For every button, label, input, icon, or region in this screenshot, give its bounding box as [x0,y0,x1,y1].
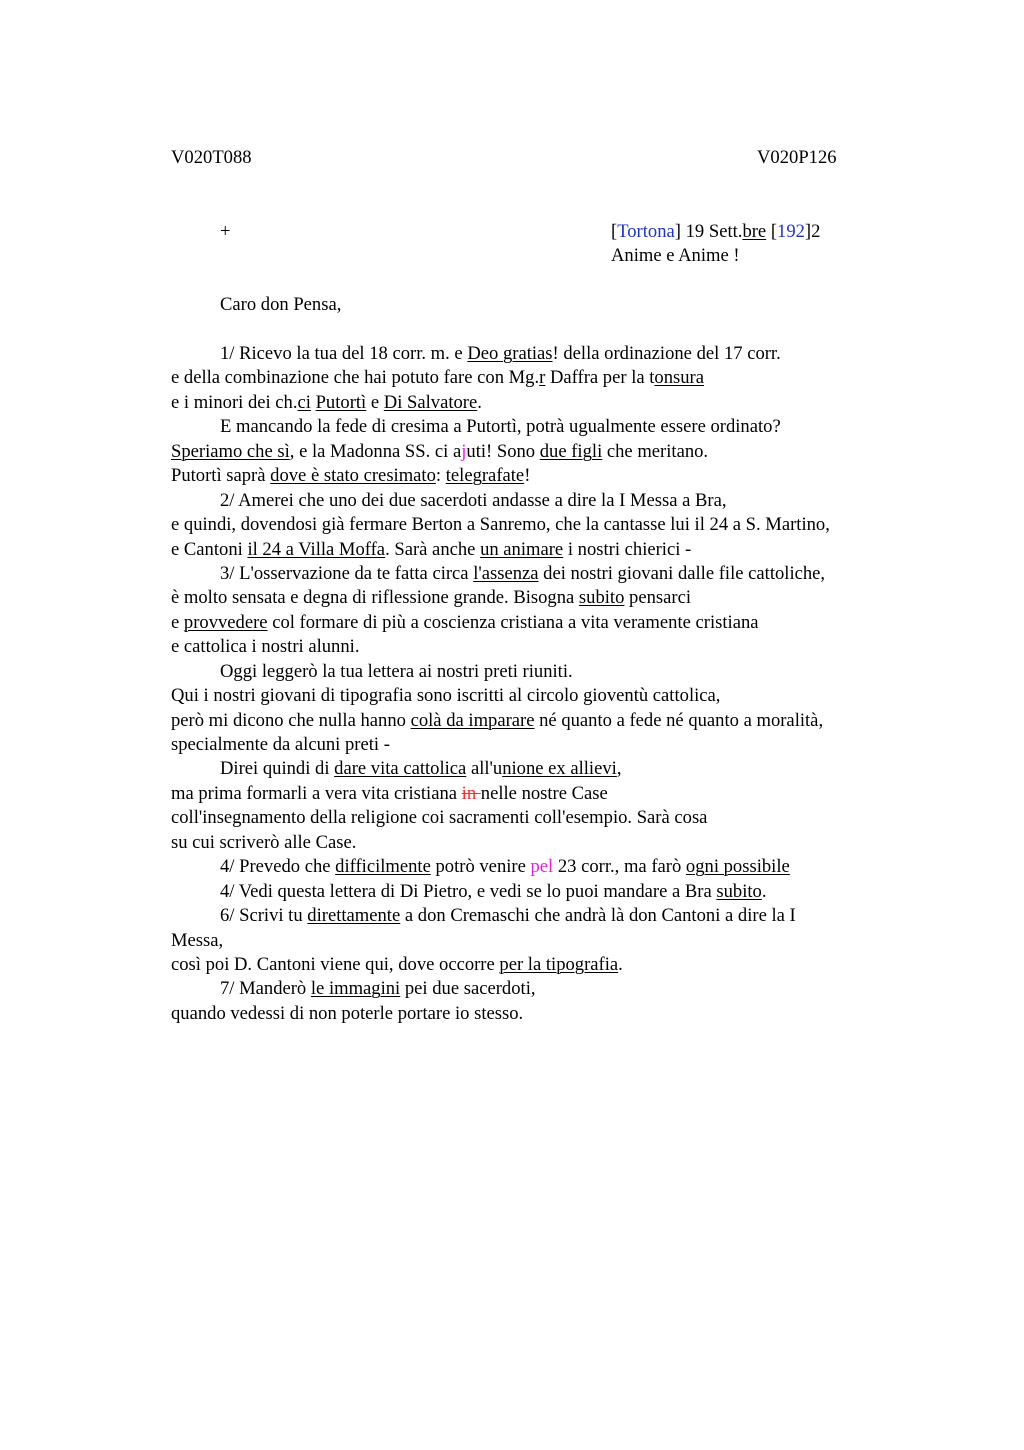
letter-line [171,660,951,684]
text-segment: è molto sensata e degna di riflessione grande. Bisogna [171,587,579,609]
text-segment: all'u [466,758,503,780]
text-segment: Oggi leggerò la tua lettera ai nostri preti riuniti. [220,660,573,682]
letter-line [171,586,951,610]
underlined-text: provvedere [183,611,268,633]
underlined-text: Putortì [315,391,367,413]
letter-line [171,831,951,855]
underlined-text: colà da imparare [410,709,535,731]
underlined-text: r [539,367,546,389]
dateline [611,220,820,244]
text-segment: Direi quindi di [220,758,335,780]
underlined-text: onsura [654,367,704,389]
text-segment: ! della ordinazione del 17 corr. [552,343,781,364]
text-segment: i nostri chierici - [563,538,692,560]
text-segment: e Cantoni [171,538,248,560]
underlined-text: ogni possibile [685,856,790,878]
letter-line [171,953,951,977]
underlined-text: direttamente [307,905,401,927]
text-segment: col formare di più a coscienza cristiana a vita veramente cristiana [267,611,759,633]
letter-line [171,366,951,390]
letter-line [171,611,951,635]
underlined-text: il 24 a Villa Moffa [247,538,386,560]
letter-line [171,733,951,757]
text-segment: così poi D. Cantoni viene qui, dove occorre [171,953,500,975]
dateline-place: Tortona [617,221,675,242]
cross-mark: + [220,221,231,242]
letter-line [171,929,951,953]
text-segment: 4/ Prevedo che [220,856,336,878]
underlined-text: ci [297,391,311,413]
struck-text: in [461,782,481,804]
text-segment: 4/ Vedi questa lettera di Di Pietro, e vedi se lo puoi mandare a Bra [220,880,717,902]
underlined-text: le immagini [310,978,401,1000]
letter-line [171,415,951,439]
text-segment: 3/ L'osservazione da te fatta circa [220,562,474,584]
text-segment: e quindi, dovendosi già fermare Berton a Sanremo, che la cantasse lui il 24 a S. Martino, [171,514,830,536]
text-segment: , e la Madonna SS. ci a [289,440,462,462]
letter-line [171,806,951,830]
dateline-year-end: ]2 [804,221,821,242]
text-segment: uti! Sono [466,440,540,462]
motto: Anime e Anime ! [611,245,740,266]
underlined-text: subito [578,587,625,609]
text-segment: . Sarà anche [385,538,481,560]
text-segment: 7/ Manderò [220,978,311,1000]
highlighted-text: j [461,440,467,462]
underlined-text: nione ex allievi [502,758,617,780]
dateline-year-part: 192 [777,221,805,242]
text-segment: e [366,391,384,413]
underlined-text: subito [716,880,762,902]
letter-line [171,391,951,415]
letter-line [171,489,951,513]
dateline-month-suffix: bre [742,221,767,242]
text-segment: specialmente da alcuni preti - [171,734,390,755]
letter-line [171,684,951,708]
underlined-text: Deo gratias [467,343,553,364]
text-segment: né quanto a fede né quanto a moralità, [534,709,824,731]
text-segment: . [618,953,623,975]
letter-line [171,977,951,1001]
underlined-text: dove è stato cresimato [270,465,436,487]
text-segment: 23 corr., ma farò [553,856,686,878]
text-segment: dei nostri giovani dalle file cattoliche, [538,562,826,584]
letter-line [171,464,951,488]
underlined-text: Speriamo che sì [171,440,290,462]
letter-line [171,880,951,904]
letter-line [171,562,951,586]
text-segment: Qui i nostri giovani di tipografia sono iscritti al circolo gioventù cattolica, [171,685,721,707]
text-segment: Messa, [171,929,224,951]
text-segment: Putortì saprà [171,465,271,487]
text-segment: , [616,758,622,780]
text-segment: ma prima formarli a vera vita cristiana [171,782,462,804]
letter-line [171,1002,951,1026]
text-segment: 6/ Scrivi tu [220,905,308,927]
letter-line [171,538,951,562]
text-segment: . [477,391,482,413]
text-segment: 2/ Amerei che uno dei due sacerdoti andasse a dire la I Messa a Bra, [220,489,727,511]
text-segment: nelle nostre Case [480,782,608,804]
text-segment: quando vedessi di non poterle portare io stesso. [171,1002,524,1024]
letter-line [171,855,951,879]
dateline-bracket-open: [ [611,221,618,242]
letter-line [171,513,951,537]
letter-line [171,342,951,366]
text-segment: però mi dicono che nulla hanno [171,709,411,731]
underlined-text: un animare [480,538,564,560]
document-code-right: V020P126 [757,147,837,168]
text-segment: a don Cremaschi che andrà là don Cantoni a dire la I [400,905,796,927]
text-segment: Daffra per la t [545,367,655,389]
text-segment: pensarci [624,587,691,609]
text-segment: su cui scriverò alle Case. [171,831,357,853]
document-code-left: V020T088 [171,147,252,168]
letter-line [171,904,951,928]
salutation: Caro don Pensa, [220,294,342,315]
underlined-text: due figli [539,440,603,462]
underlined-text: telegrafate [445,465,525,487]
underlined-text: Di Salvatore [383,391,478,413]
text-segment: che meritano. [602,440,709,462]
underlined-text: dare vita cattolica [334,758,467,780]
text-segment: . [761,880,767,902]
text-segment: e della combinazione che hai potuto fare con Mg. [171,367,540,389]
text-segment: coll'insegnamento della religione coi sacramenti coll'esempio. Sarà cosa [171,807,708,829]
underlined-text: per la tipografia [499,953,619,975]
letter-body [171,342,951,1026]
text-segment: e cattolica i nostri alunni. [171,636,360,658]
text-segment: E mancando la fede di cresima a Putortì, potrà ugualmente essere ordinato? [220,416,781,438]
text-segment: : [435,465,446,487]
dateline-bracket-open-2: [ [766,221,778,242]
dateline-date: ] 19 Sett. [674,221,743,242]
letter-line [171,709,951,733]
underlined-text: l'assenza [473,562,539,584]
text-segment: 1/ Ricevo la tua del 18 corr. m. e [220,343,468,364]
letter-line [171,440,951,464]
text-segment: e [171,611,184,633]
letter-line [171,757,951,781]
text-segment: pei due sacerdoti, [400,978,536,1000]
highlighted-text: pel [530,856,554,878]
text-segment: potrò venire [430,856,531,878]
letter-line [171,782,951,806]
text-segment: ! [524,465,531,487]
text-segment: e i minori dei ch. [171,391,298,413]
letter-line [171,635,951,659]
underlined-text: difficilmente [335,856,431,878]
